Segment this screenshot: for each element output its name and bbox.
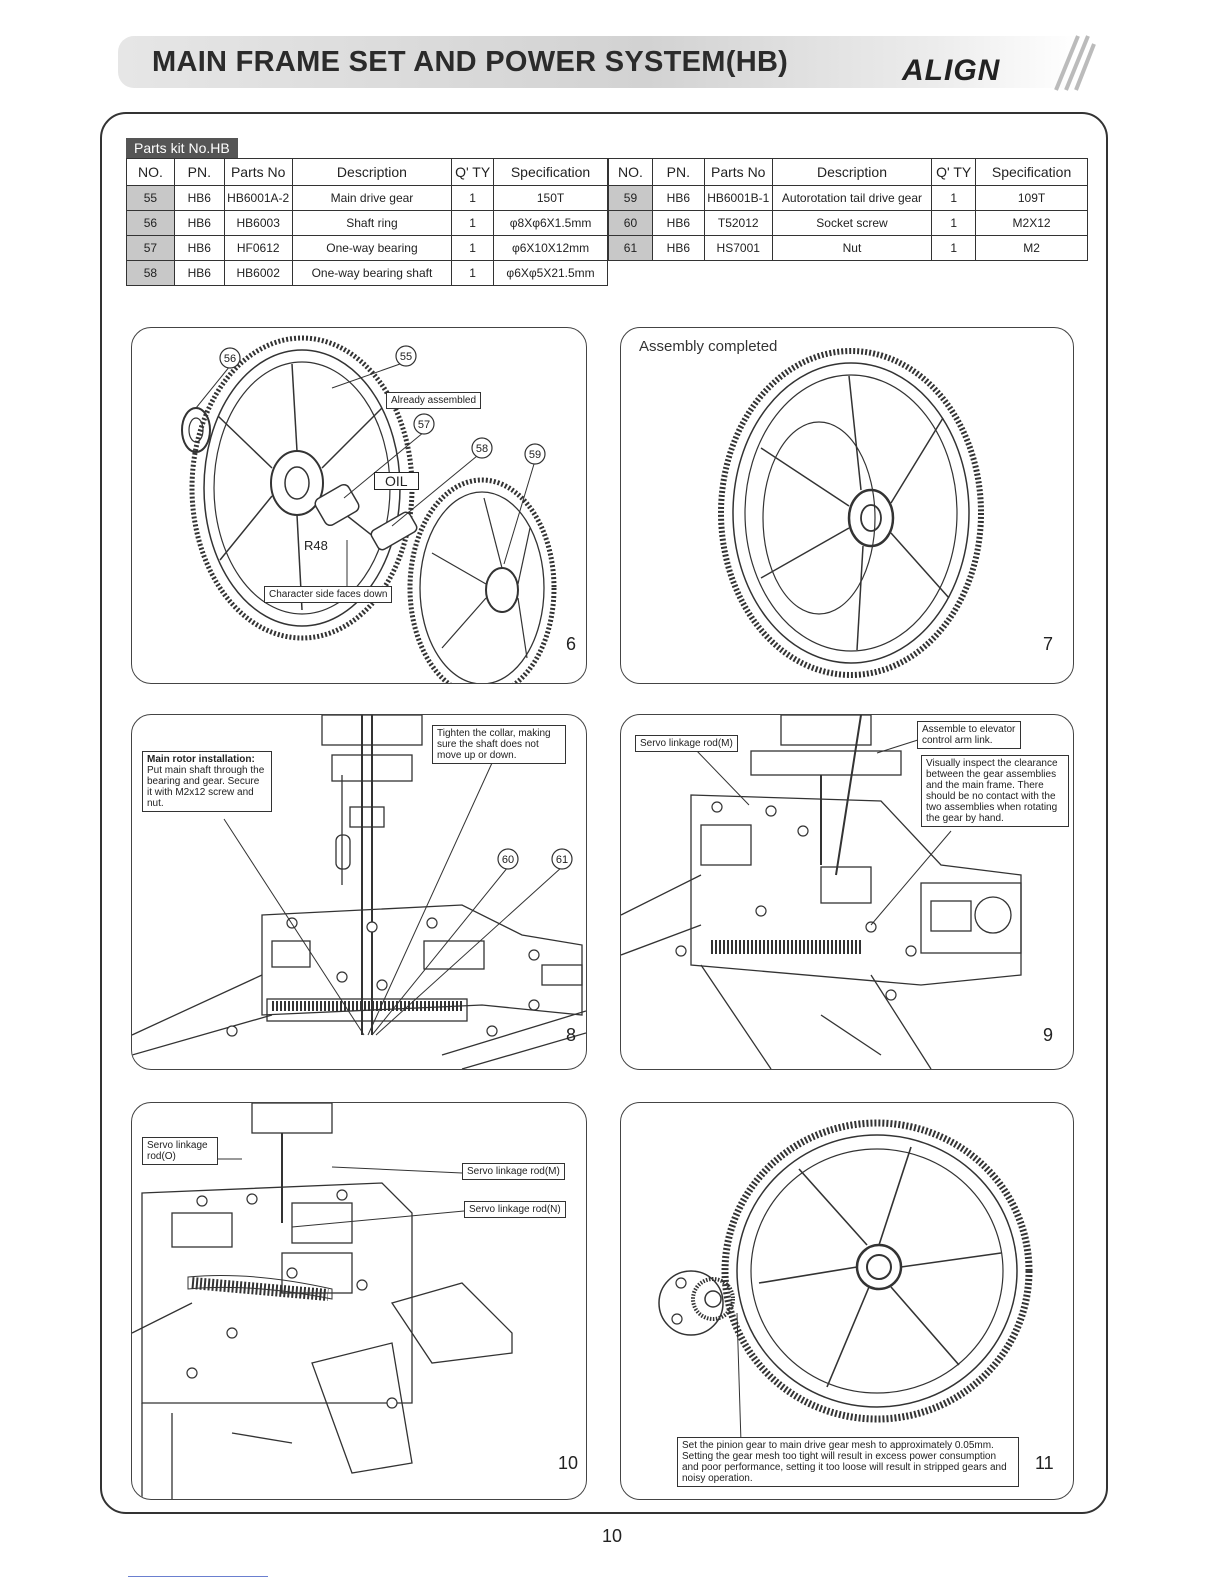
table-row: [609, 186, 1088, 211]
callout-gear-mesh: Set the pinion gear to main drive gear mesh to approximately 0.05mm. Setting the gear mesh too tight will result in excess power consumption and poor performance, setting it too loose will result in stripped gears and noisy operation.: [677, 1437, 1019, 1487]
panel-step-10: [131, 1102, 587, 1500]
header-no: NO.: [127, 159, 175, 186]
marker-61: 61: [555, 854, 569, 866]
row-description: Nut: [772, 236, 932, 261]
header-description: Description: [772, 159, 932, 186]
marker-57: 57: [417, 419, 431, 431]
row-pn: HB6: [652, 186, 704, 211]
table-row: [609, 211, 1088, 236]
row-spec: M2X12: [976, 211, 1088, 236]
row-no: 60: [609, 211, 653, 236]
row-spec: 109T: [976, 186, 1088, 211]
header-slash-decoration: [1036, 34, 1096, 92]
row-pn: HB6: [652, 211, 704, 236]
row-pn: HB6: [174, 186, 224, 211]
row-description: One-way bearing shaft: [292, 261, 452, 286]
callout-assemble-elevator: Assemble to elevator control arm link.: [917, 721, 1021, 749]
page-number: 10: [602, 1526, 623, 1546]
callout-already-assembled: Already assembled: [386, 392, 481, 409]
step-number-9: 9: [1043, 1025, 1054, 1045]
step-number-10: 10: [558, 1453, 579, 1473]
row-spec: φ6X10X12mm: [494, 236, 608, 261]
panel-step-11: [620, 1102, 1074, 1500]
row-pn: HB6: [174, 261, 224, 286]
callout-visually-inspect: Visually inspect the clearance between the gear assemblies and the main frame. There should be no contact with the two assemblies when rotating the gear by hand.: [921, 755, 1069, 827]
row-qty: 1: [932, 211, 976, 236]
callout-main-rotor-installation: [142, 751, 272, 812]
oil-label: OIL: [374, 472, 419, 490]
footer-rule: [128, 1576, 268, 1577]
header-parts-no: Parts No: [224, 159, 292, 186]
row-description: Shaft ring: [292, 211, 452, 236]
row-spec: M2: [976, 236, 1088, 261]
row-description: One-way bearing: [292, 236, 452, 261]
callout-character-side: Character side faces down: [264, 586, 392, 603]
parts-kit-label: Parts kit No.HB: [126, 138, 238, 159]
callout-servo-linkage-rod-m: Servo linkage rod(M): [462, 1163, 565, 1180]
row-pn: HB6: [652, 236, 704, 261]
row-qty: 1: [932, 236, 976, 261]
table-row: [127, 186, 608, 211]
assembled-gear-illustration: [621, 328, 1073, 683]
row-parts-no: HS7001: [704, 236, 772, 261]
exploded-gear-illustration: [132, 328, 586, 683]
marker-56: 56: [223, 353, 237, 365]
marker-58: 58: [475, 443, 489, 455]
panel-step-9: [620, 714, 1074, 1070]
row-description: Socket screw: [772, 211, 932, 236]
page-title: MAIN FRAME SET AND POWER SYSTEM(HB): [152, 46, 789, 78]
row-description: Autorotation tail drive gear: [772, 186, 932, 211]
row-no: 57: [127, 236, 175, 261]
row-no: 56: [127, 211, 175, 236]
row-no: 55: [127, 186, 175, 211]
brand-logo: ALIGN: [902, 54, 1001, 87]
step-number-8: 8: [566, 1025, 577, 1045]
panel-step-7: [620, 327, 1074, 684]
row-qty: 1: [452, 211, 494, 236]
table-row: [127, 261, 608, 286]
header-description: Description: [292, 159, 452, 186]
step-number-6: 6: [566, 634, 577, 654]
row-pn: HB6: [174, 211, 224, 236]
callout-tighten-collar: Tighten the collar, making sure the shaft does not move up or down.: [432, 725, 566, 764]
table-row: [127, 211, 608, 236]
r48-label: R48: [304, 538, 328, 553]
row-no: 59: [609, 186, 653, 211]
row-no: 58: [127, 261, 175, 286]
header-specification: Specification: [976, 159, 1088, 186]
row-qty: 1: [932, 186, 976, 211]
header-pn: PN.: [174, 159, 224, 186]
callout-main-rotor-body: Put main shaft through the bearing and gear. Secure it with M2x12 screw and nut.: [147, 765, 265, 809]
row-qty: 1: [452, 261, 494, 286]
row-spec: φ6Xφ5X21.5mm: [494, 261, 608, 286]
header-qty: Q' TY: [932, 159, 976, 186]
row-parts-no: T52012: [704, 211, 772, 236]
marker-59: 59: [528, 449, 542, 461]
row-description: Main drive gear: [292, 186, 452, 211]
row-parts-no: HF0612: [224, 236, 292, 261]
marker-55: 55: [399, 351, 413, 363]
panel-step-8: [131, 714, 587, 1070]
row-parts-no: HB6001A-2: [224, 186, 292, 211]
callout-servo-linkage-rod-o: Servo linkage rod(O): [142, 1137, 218, 1165]
callout-servo-linkage-rod-n: Servo linkage rod(N): [464, 1201, 566, 1218]
row-qty: 1: [452, 236, 494, 261]
header-no: NO.: [609, 159, 653, 186]
assembly-completed-title: Assembly completed: [639, 338, 778, 355]
callout-main-rotor-title: Main rotor installation:: [147, 754, 255, 765]
row-pn: HB6: [174, 236, 224, 261]
row-qty: 1: [452, 186, 494, 211]
callout-servo-linkage-rod-m: Servo linkage rod(M): [635, 735, 738, 752]
row-parts-no: HB6002: [224, 261, 292, 286]
parts-table-right: [608, 158, 1088, 261]
panel-step-6: [131, 327, 587, 684]
header-pn: PN.: [652, 159, 704, 186]
table-row: [609, 236, 1088, 261]
row-no: 61: [609, 236, 653, 261]
header-qty: Q' TY: [452, 159, 494, 186]
parts-table-left: [126, 158, 608, 286]
header-specification: Specification: [494, 159, 608, 186]
table-header-row: [609, 159, 1088, 186]
table-row: [127, 236, 608, 261]
row-parts-no: HB6001B-1: [704, 186, 772, 211]
row-spec: 150T: [494, 186, 608, 211]
row-parts-no: HB6003: [224, 211, 292, 236]
step-number-11: 11: [1035, 1453, 1054, 1473]
table-header-row: [127, 159, 608, 186]
row-spec: φ8Xφ6X1.5mm: [494, 211, 608, 236]
marker-60: 60: [501, 854, 515, 866]
step-number-7: 7: [1043, 634, 1054, 654]
header-parts-no: Parts No: [704, 159, 772, 186]
